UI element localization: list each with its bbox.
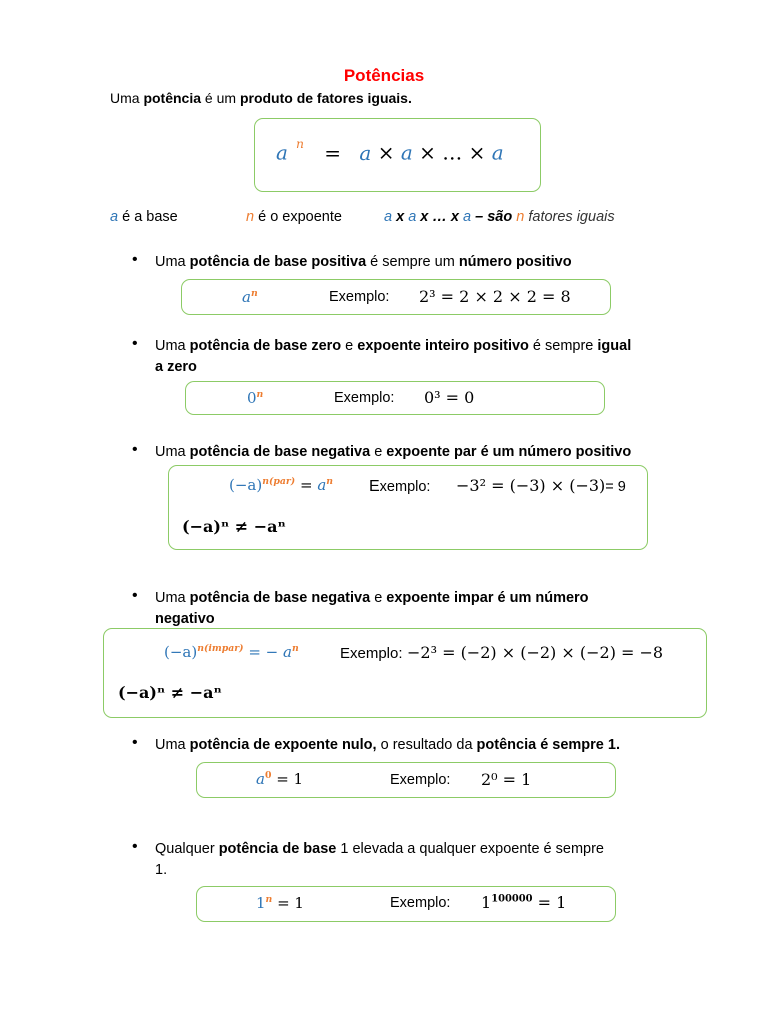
rule-2-text [155, 336, 675, 378]
definition-exponent [246, 209, 342, 225]
rule-text-part: 1. [155, 862, 168, 878]
rule-text-part: é sempre um [366, 254, 459, 270]
rule-5-example: 2⁰ = 1 [481, 770, 532, 789]
bullet-icon: • [132, 251, 138, 268]
def-base-var: a [110, 209, 119, 225]
rule-3-example-expr: −3² = (−3) × (−3) [456, 476, 606, 495]
definition-product [384, 209, 615, 225]
main-formula [276, 136, 504, 165]
rule-text-bold: expoente par é um número positivo [386, 444, 632, 460]
rule-5-formula-exp: 0 [264, 770, 272, 781]
rule-6-formula-base: 1 [256, 894, 266, 912]
def-prod-a: a [463, 209, 472, 225]
rule-1-formula-exp: n [250, 288, 258, 299]
def-prod-x: x … x [416, 209, 464, 225]
rule-4-example-label: Exemplo: [340, 645, 403, 662]
rule-text-bold: potência de base negativa [189, 444, 371, 460]
rule-3-example-label-rest: xemplo: [379, 479, 431, 495]
rule-3-formula-base: (−a) [229, 476, 263, 494]
rule-text-bold: potência de base [218, 841, 337, 857]
rule-1-example: 2³ = 2 × 2 × 2 = 8 [419, 287, 571, 306]
rule-text-part: 1 elevada a qualquer expoente é sempre [336, 841, 604, 857]
rule-4-box [103, 628, 707, 718]
rule-text-bold: número positivo [458, 254, 572, 270]
formula-exponent: n [295, 136, 304, 151]
formula-base: a [276, 140, 288, 165]
rule-4-example [340, 643, 663, 663]
rule-2-formula-base: 0 [247, 389, 257, 407]
rule-3-example-label-e: E [369, 478, 380, 495]
def-prod-a: a [384, 209, 393, 225]
rule-text-part: e [370, 444, 387, 460]
rule-3-example-label [369, 478, 430, 496]
rule-3-note: (−a)ⁿ ≠ −aⁿ [182, 517, 286, 536]
rule-5-formula-base: a [256, 770, 265, 788]
intro-part-bold: produto de fatores iguais. [239, 90, 412, 106]
rule-4-formula [164, 643, 299, 661]
rule-4-example-expr: −2³ = (−2) × (−2) × (−2) = −8 [406, 643, 664, 662]
rule-4-note: (−a)ⁿ ≠ −aⁿ [118, 683, 222, 702]
rule-text-bold: potência é sempre 1. [476, 737, 620, 753]
rule-6-example-rhs: = 1 [532, 893, 567, 912]
def-exp-var: n [246, 209, 255, 225]
rule-3-formula-eq: = [295, 476, 318, 494]
page-title: Potências [343, 66, 425, 85]
bullet-icon: • [132, 838, 138, 855]
formula-times: × [468, 140, 486, 165]
rule-5-formula [256, 770, 303, 788]
bullet-icon: • [132, 734, 138, 751]
rule-4-formula-base: (−a) [164, 643, 198, 661]
formula-ellipsis: … [442, 140, 463, 165]
rule-4-formula-rhs: a [283, 643, 292, 661]
rule-text-bold: igual [597, 338, 632, 354]
intro-text [110, 90, 412, 106]
bullet-icon: • [132, 335, 138, 352]
rule-3-example [456, 476, 626, 496]
intro-part: é um [201, 90, 240, 106]
rule-5-formula-rhs: = 1 [271, 770, 304, 788]
rule-text-part: é sempre [528, 338, 598, 354]
rule-2-example-label: Exemplo: [334, 390, 395, 406]
rule-6-example-label: Exemplo: [390, 895, 451, 911]
def-prod-n: n [516, 209, 525, 225]
rule-6-example [481, 893, 566, 912]
rule-4-formula-rhs-exp: n [291, 643, 299, 654]
rule-4-text [155, 588, 675, 630]
rule-text-bold: negativo [155, 611, 215, 627]
formula-factor: a [491, 140, 504, 165]
intro-part: Uma [110, 90, 144, 106]
rule-6-formula-exp: n [265, 894, 273, 905]
rule-text-bold: a zero [155, 359, 197, 375]
rule-6-example-exp: 100000 [491, 893, 533, 905]
rule-1-formula-base: a [242, 288, 251, 306]
bullet-icon: • [132, 441, 138, 458]
rule-1-example-label: Exemplo: [329, 289, 390, 305]
formula-factor: a [359, 140, 372, 165]
formula-equals: = [324, 140, 342, 165]
rule-1-text [155, 252, 675, 273]
rule-3-formula [229, 476, 333, 494]
rule-text-bold: expoente impar é um número [386, 590, 589, 606]
rule-text-part: Qualquer [155, 841, 219, 857]
rule-text-part: Uma [155, 737, 190, 753]
rule-3-example-tail: = 9 [605, 479, 626, 495]
rule-text-part: Uma [155, 254, 190, 270]
rule-5-text [155, 735, 675, 756]
rule-text-part: Uma [155, 338, 190, 354]
rule-3-text [155, 442, 675, 463]
rule-text-part: Uma [155, 590, 190, 606]
def-prod-x: x [392, 209, 409, 225]
intro-part-bold: potência [143, 90, 202, 106]
rule-4-formula-exp: n(impar) [197, 643, 244, 654]
bullet-icon: • [132, 587, 138, 604]
def-exp-text: é o expoente [254, 209, 342, 225]
formula-times: × [419, 140, 436, 165]
formula-times: × [377, 140, 395, 165]
rule-text-bold: expoente inteiro positivo [357, 338, 529, 354]
rule-1-formula [242, 288, 258, 306]
rule-text-part: e [341, 338, 358, 354]
rule-2-formula-exp: n [256, 389, 264, 400]
def-prod-sao: – são [471, 209, 517, 225]
rule-6-example-base: 1 [481, 893, 492, 912]
rule-4-formula-eq: = − [243, 643, 284, 661]
rule-6-text [155, 839, 675, 881]
rule-3-formula-exp: n(par) [262, 476, 296, 487]
rule-2-example: 0³ = 0 [424, 388, 475, 407]
rule-5-example-label: Exemplo: [390, 772, 451, 788]
def-base-text: é a base [118, 209, 178, 225]
rule-2-formula [247, 389, 263, 407]
rule-text-part: e [370, 590, 387, 606]
rule-text-bold: potência de base zero [189, 338, 342, 354]
def-prod-a: a [408, 209, 417, 225]
rule-text-bold: potência de expoente nulo, [189, 737, 377, 753]
rule-6-formula [256, 894, 304, 912]
def-prod-tail: fatores iguais [524, 209, 615, 225]
rule-text-bold: potência de base negativa [189, 590, 371, 606]
rule-3-formula-rhs: a [317, 476, 327, 494]
rule-text-part: o resultado da [376, 737, 477, 753]
definition-base [110, 209, 178, 225]
rule-text-bold: potência de base positiva [189, 254, 367, 270]
rule-3-formula-rhs-exp: n [326, 476, 334, 487]
rule-6-formula-rhs: = 1 [272, 894, 304, 912]
rule-text-part: Uma [155, 444, 190, 460]
formula-factor: a [400, 140, 413, 165]
